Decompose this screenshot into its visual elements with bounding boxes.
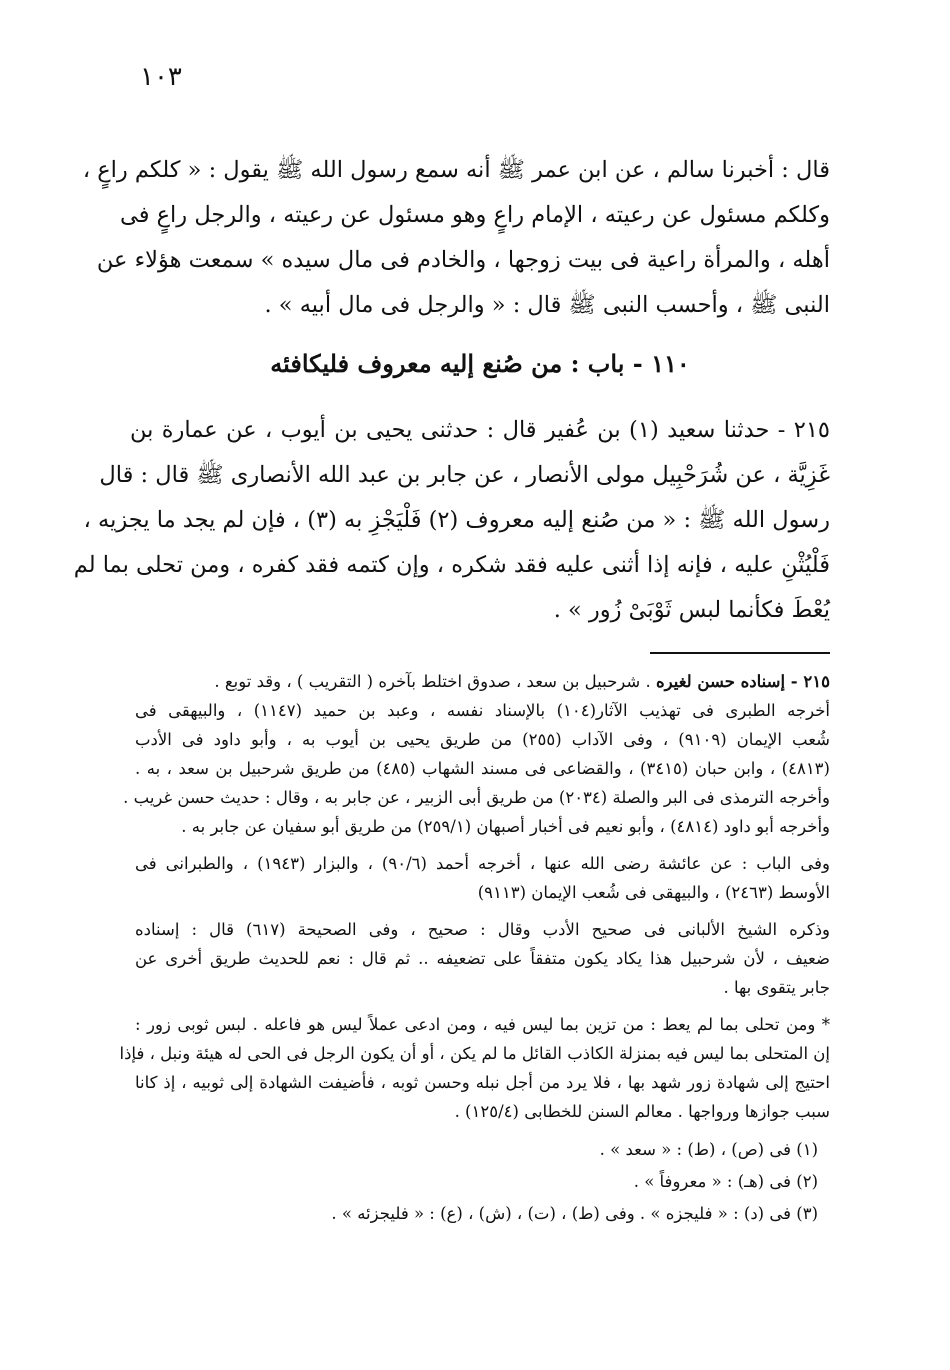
text-line: رسول الله ﷺ : « من صُنع إليه معروف (٢) فَلْيَجْزِ به (٣) ، فإن لم يجد ما يجزيه ، [83, 507, 830, 533]
intro-text [82, 148, 830, 328]
note-line: سبب جوازها ورواجها . معالم السنن للخطابى (١٢٥/٤) . [454, 1102, 830, 1121]
page-number: ١٠٣ [140, 62, 182, 92]
note-line: ضعيف ، لأن شرحبيل هذا يكاد يكون متفقاً على تضعيفه .. ثم قال : نعم للحديث طريق أخرى عن [135, 949, 830, 968]
note-line [135, 667, 830, 696]
hadith-text [73, 408, 830, 633]
note-line: وأخرجه الترمذى فى البر والصلة (٢٠٣٤) من طريق أبى الزبير ، عن جابر به ، وقال : حديث حسن غريب . [123, 788, 830, 807]
note-line: وفى الباب : عن عائشة رضى الله عنها ، أخرجه أحمد (٩٠/٦) ، والبزار (١٩٤٣) ، والطبرانى فى [135, 854, 830, 873]
text-line: أهله ، والمرأة راعية فى بيت زوجها ، والخادم فى مال سيده » سمعت هؤلاء عن [96, 247, 830, 273]
isnad-grade: ٢١٥ - إسناده حسن لغيره [655, 672, 830, 691]
footnote-1: (١) فى (ص) ، (ط) : « سعد » . [599, 1140, 818, 1159]
note-line: * ومن تحلى بما لم يعط : من تزين بما ليس فيه ، ومن ادعى عملاً ليس هو فاعله . لبس ثوبى زور : [135, 1015, 830, 1034]
chapter-title: ١١٠ - باب : من صُنع إليه معروف فليكافئه [270, 349, 690, 378]
text-line: قال : أخبرنا سالم ، عن ابن عمر ﷺ أنه سمع رسول الله ﷺ يقول : « كلكم راعٍ ، [82, 157, 830, 183]
isnad-detail: . شرحبيل بن سعد ، صدوق اختلط بآخره ( التقريب ) ، وقد توبع . [214, 672, 656, 691]
note-line: جابر يتقوى بها . [723, 978, 830, 997]
note-line: وذكره الشيخ الألبانى فى صحيح الأدب وقال : صحيح ، وفى الصحيحة (٦١٧) قال : إسناده [135, 920, 831, 939]
note-line: أخرجه الطبرى فى تهذيب الآثار(١٠٤) بالإسناد نفسه ، وعبد بن حميد (١١٤٧) ، والبيهقى فى [135, 701, 830, 720]
note-line: شُعب الإيمان (٩١٠٩) ، وفى الآداب (٢٥٥) من طريق يحيى بن أيوب به ، وأبو داود فى الأدب [135, 730, 830, 749]
note-line: وأخرجه أبو داود (٤٨١٤) ، وأبو نعيم فى أخبار أصبهان (٢٥٩/١) من طريق أبو سفيان عن جابر به . [181, 817, 830, 836]
footnote-3: (٣) فى (د) : « فليجزه » . وفى (ط) ، (ت) ، (ش) ، (ع) : « فليجزئه » . [331, 1204, 818, 1223]
note-line: الأوسط (٢٤٦٣) ، والبيهقى فى شُعب الإيمان (٩١١٣) [477, 883, 830, 902]
commentary-notes [119, 667, 831, 1230]
footnote-2: (٢) فى (هـ) : « معروفاً » . [633, 1172, 818, 1191]
note-line: إن المتحلى بما ليس فيه بمنزلة الكاذب القائل ما لم يكن ، أو أن يكون الرجل فى الحى له هيئة ونبل ، فإذا [119, 1044, 830, 1063]
note-line: (٤٨١٣) ، وابن حبان (٣٤١٥) ، والقضاعى فى مسند الشهاب (٤٨٥) من طريق شرحبيل بن سعد ، به . [135, 759, 830, 778]
text-line: غَزِيَّة ، عن شُرَحْبِيل مولى الأنصار ، عن جابر بن عبد الله الأنصارى ﷺ قال : قال [99, 462, 830, 488]
text-line: وكلكم مسئول عن رعيته ، الإمام راعٍ وهو مسئول عن رعيته ، والرجل راعٍ فى [119, 202, 830, 228]
footnote-divider [650, 652, 830, 654]
text-line: النبى ﷺ ، وأحسب النبى ﷺ قال : « والرجل فى مال أبيه » . [264, 292, 830, 318]
text-line: ٢١٥ - حدثنا سعيد (١) بن عُفير قال : حدثنى يحيى بن أيوب ، عن عمارة بن [130, 417, 830, 443]
note-line: احتيج إلى شهادة زور شهد بها ، فلا يرد من أجل نبله وحسن ثوبه ، فأضيفت الشهادة إلى ثوبيه ، إذ كانا [135, 1073, 830, 1092]
text-line: فَلْيُثْنِ عليه ، فإنه إذا أثنى عليه فقد شكره ، وإن كتمه فقد كفره ، ومن تحلى بما لم [73, 552, 830, 578]
text-line: يُعْطَ فكأنما لبس ثَوْبَىْ زُور » . [553, 597, 830, 623]
